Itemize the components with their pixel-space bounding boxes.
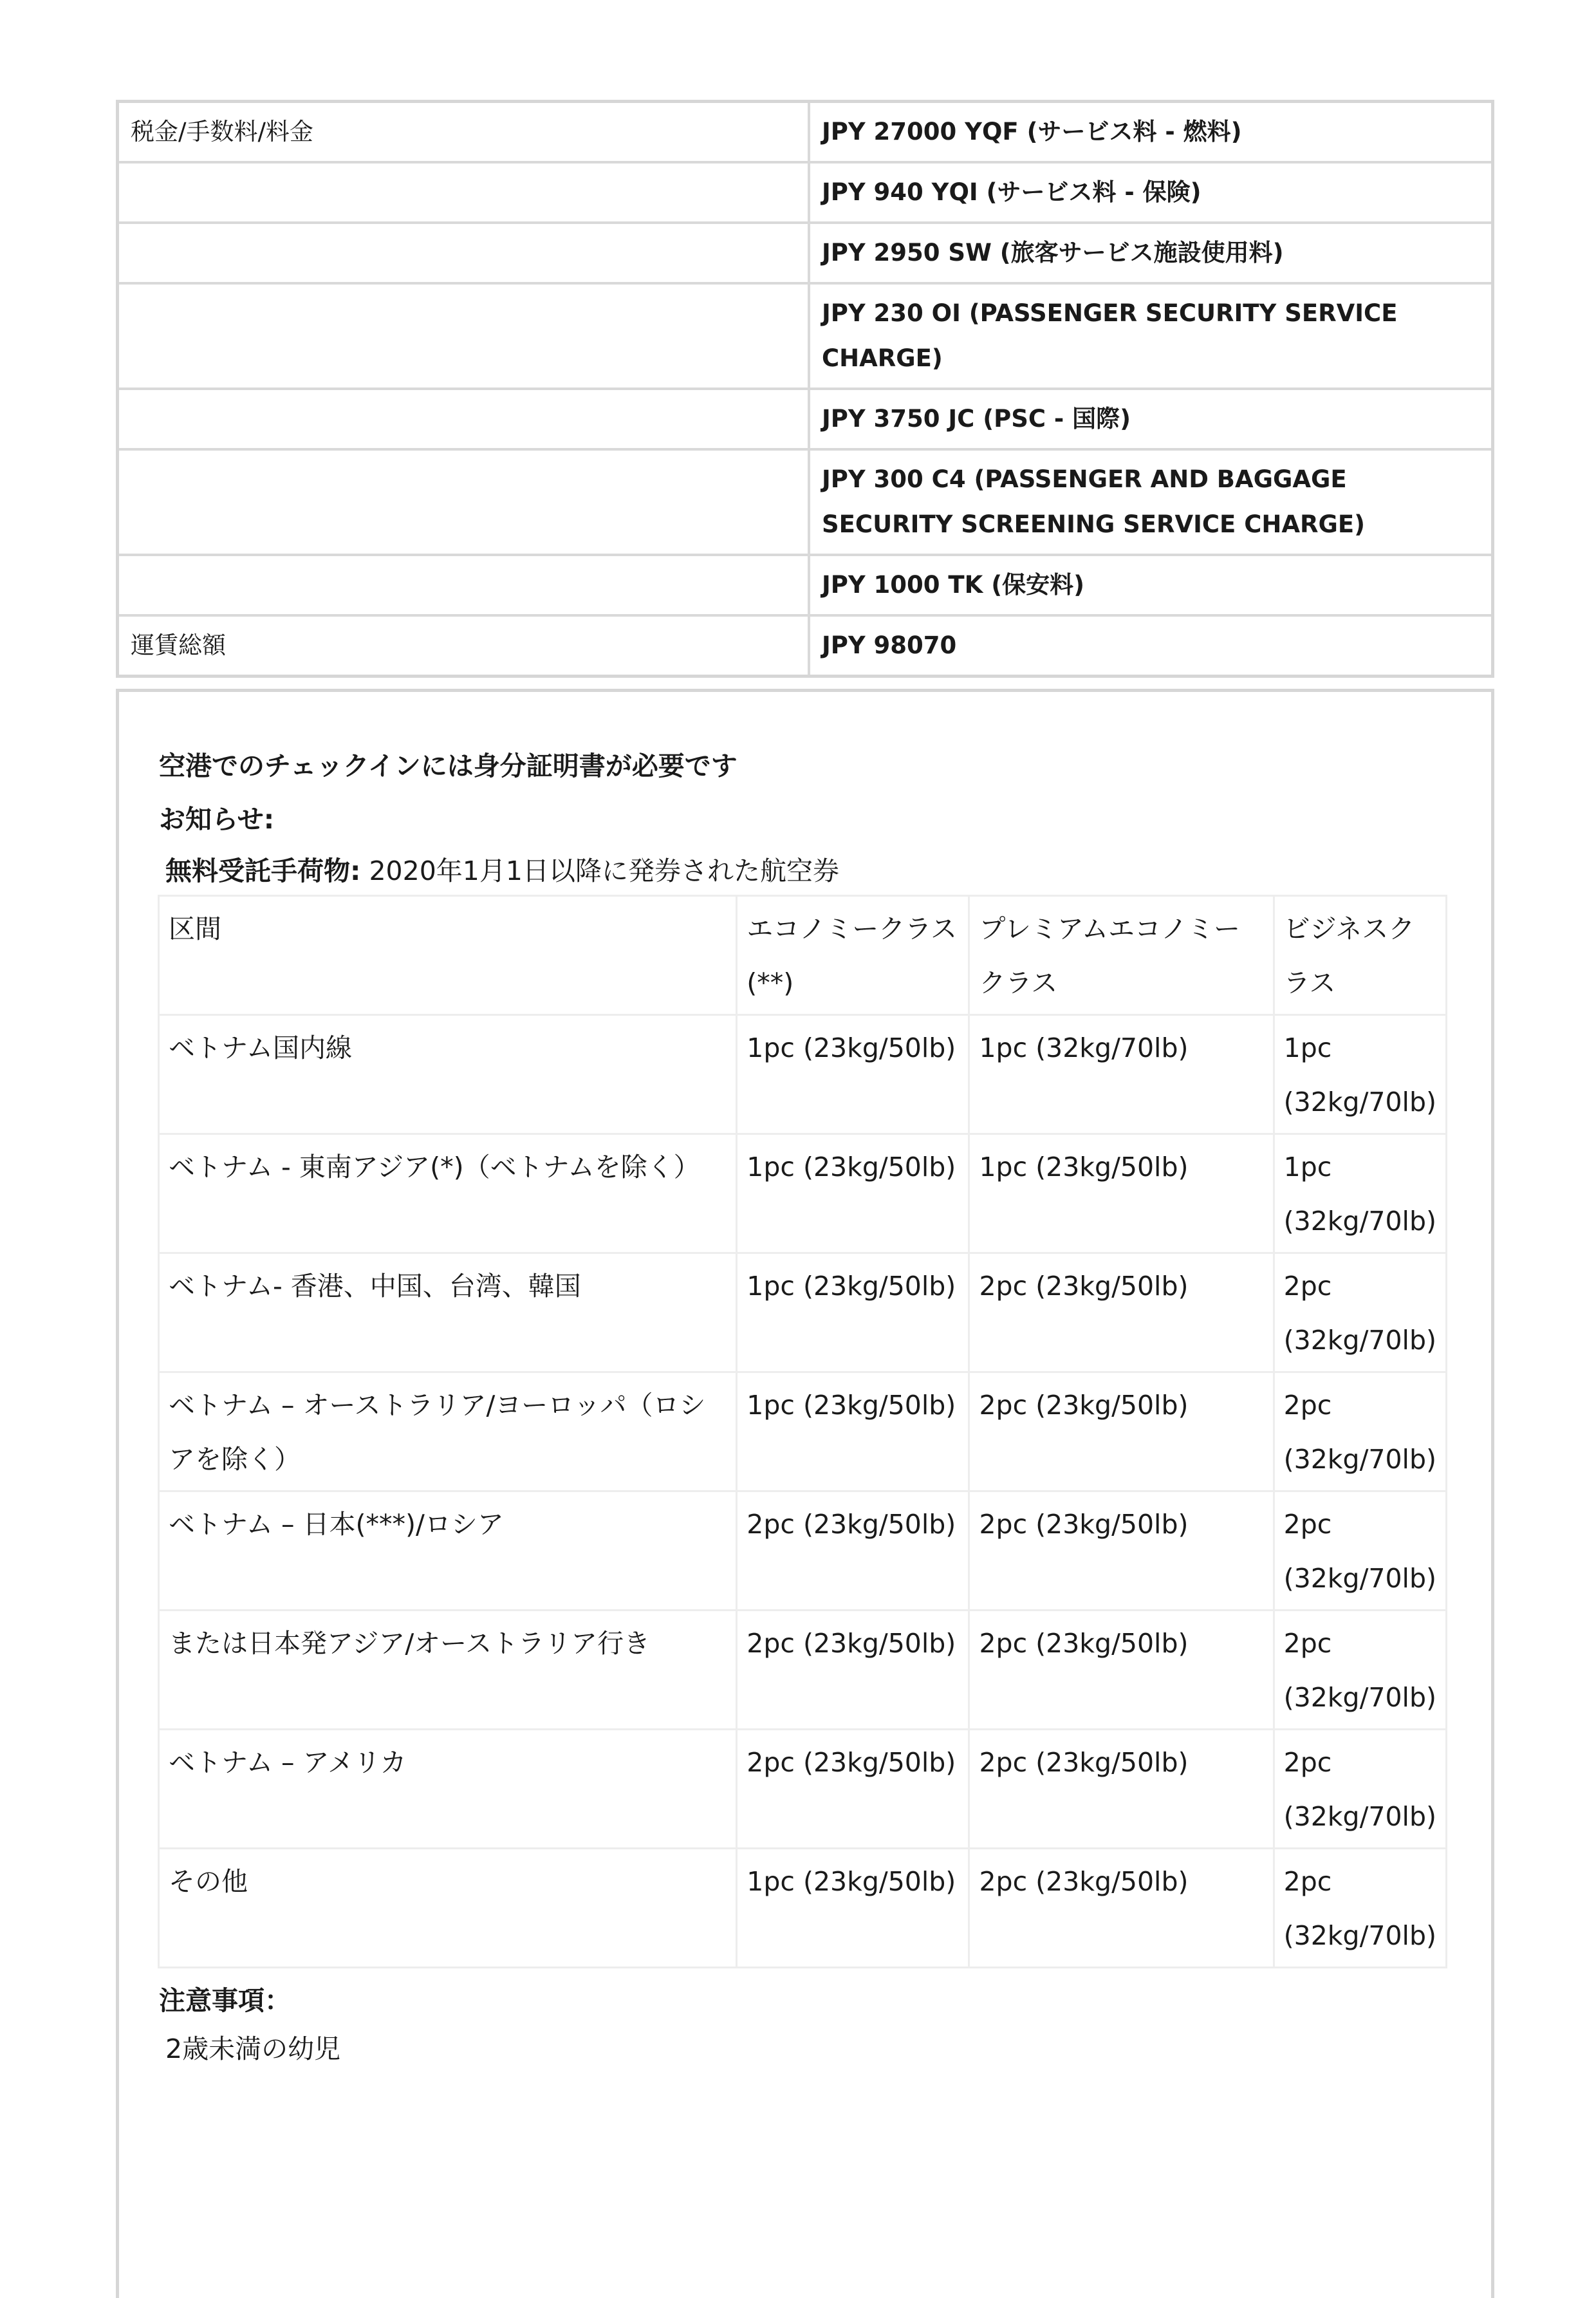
- fare-value-cell: JPY 300 C4 (PASSENGER AND BAGGAGE SECURITY SCREENING SERVICE CHARGE): [809, 449, 1493, 555]
- baggage-cell: 2pc (23kg/50lb): [737, 1491, 969, 1611]
- fare-row: [118, 102, 1493, 163]
- fare-value-cell: JPY 98070: [809, 615, 1493, 677]
- baggage-table: [158, 895, 1447, 1968]
- baggage-cell: 2pc (23kg/50lb): [969, 1611, 1274, 1730]
- baggage-row: [159, 1730, 1447, 1849]
- baggage-cell: 1pc (23kg/50lb): [737, 1372, 969, 1491]
- notice-label: お知らせ:: [159, 804, 275, 835]
- baggage-cell: その他: [159, 1849, 737, 1968]
- baggage-cell: 1pc (23kg/50lb): [737, 1253, 969, 1372]
- fare-row: [118, 223, 1493, 283]
- baggage-header-cell: ビジネスクラス: [1274, 896, 1446, 1015]
- baggage-cell: ベトナム – アメリカ: [159, 1730, 737, 1849]
- fare-row: [118, 283, 1493, 389]
- baggage-cell: 2pc (23kg/50lb): [969, 1372, 1274, 1491]
- fare-row: [118, 555, 1493, 615]
- baggage-cell: 1pc (32kg/70lb): [1274, 1015, 1446, 1134]
- baggage-cell: 2pc (32kg/70lb): [1274, 1730, 1446, 1849]
- baggage-cell: 2pc (23kg/50lb): [737, 1730, 969, 1849]
- baggage-header-cell: プレミアムエコノミークラス: [969, 896, 1274, 1015]
- baggage-row: [159, 1015, 1447, 1134]
- fare-value-cell: JPY 940 YQI (サービス料 - 保険): [809, 162, 1493, 223]
- fare-label-cell: [118, 283, 810, 389]
- fare-label-cell: [118, 389, 810, 449]
- baggage-header-row: [159, 896, 1447, 1015]
- baggage-row: [159, 1611, 1447, 1730]
- baggage-cell: 2pc (32kg/70lb): [1274, 1491, 1446, 1611]
- baggage-cell: 2pc (23kg/50lb): [969, 1253, 1274, 1372]
- baggage-row: [159, 1134, 1447, 1253]
- baggage-cell: 1pc (23kg/50lb): [969, 1134, 1274, 1253]
- fare-row: [118, 449, 1493, 555]
- fare-value-cell: JPY 230 OI (PASSENGER SECURITY SERVICE CHARGE): [809, 283, 1493, 389]
- baggage-cell: 2pc (32kg/70lb): [1274, 1372, 1446, 1491]
- info-box: [116, 689, 1494, 2298]
- baggage-cell: ベトナム – 日本(***)/ロシア: [159, 1491, 737, 1611]
- fare-value-cell: JPY 3750 JC (PSC - 国際): [809, 389, 1493, 449]
- baggage-table-body: [159, 896, 1447, 1968]
- baggage-cell: 1pc (32kg/70lb): [969, 1015, 1274, 1134]
- baggage-row: [159, 1849, 1447, 1968]
- baggage-cell: 2pc (32kg/70lb): [1274, 1849, 1446, 1968]
- baggage-cell: 1pc (23kg/50lb): [737, 1134, 969, 1253]
- fare-label-cell: [118, 223, 810, 283]
- baggage-cell: 2pc (32kg/70lb): [1274, 1253, 1446, 1372]
- fare-table: [116, 100, 1494, 678]
- baggage-cell: 1pc (32kg/70lb): [1274, 1134, 1446, 1253]
- baggage-cell: 2pc (23kg/50lb): [737, 1611, 969, 1730]
- free-baggage-subtitle: 2020年1月1日以降に発券された航空券: [360, 855, 839, 886]
- baggage-cell: 1pc (23kg/50lb): [737, 1849, 969, 1968]
- fare-row: [118, 615, 1493, 677]
- baggage-header-cell: 区間: [159, 896, 737, 1015]
- cautions-label: 注意事項：: [159, 1985, 291, 2016]
- fare-value-cell: JPY 27000 YQF (サービス料 - 燃料): [809, 102, 1493, 163]
- id-required-notice: 空港でのチェックインには身分証明書が必要です: [159, 751, 738, 781]
- baggage-row: [159, 1253, 1447, 1372]
- baggage-cell: 1pc (23kg/50lb): [737, 1015, 969, 1134]
- fare-value-cell: JPY 1000 TK (保安料): [809, 555, 1493, 615]
- baggage-cell: 2pc (32kg/70lb): [1274, 1611, 1446, 1730]
- free-baggage-title: 無料受託手荷物:: [165, 855, 361, 886]
- fare-value-cell: JPY 2950 SW (旅客サービス施設使用料): [809, 223, 1493, 283]
- baggage-row: [159, 1372, 1447, 1491]
- baggage-cell: 2pc (23kg/50lb): [969, 1849, 1274, 1968]
- fare-label-cell: 運賃総額: [118, 615, 810, 677]
- baggage-row: [159, 1491, 1447, 1611]
- fare-label-cell: [118, 162, 810, 223]
- baggage-cell: 2pc (23kg/50lb): [969, 1730, 1274, 1849]
- free-baggage-line: [165, 850, 839, 888]
- baggage-cell: ベトナム - 東南アジア(*)（ベトナムを除く）: [159, 1134, 737, 1253]
- fare-label-cell: 税金/手数料/料金: [118, 102, 810, 163]
- baggage-cell: 2pc (23kg/50lb): [969, 1491, 1274, 1611]
- baggage-cell: ベトナム – オーストラリア/ヨーロッパ（ロシアを除く）: [159, 1372, 737, 1491]
- fare-row: [118, 162, 1493, 223]
- fare-row: [118, 389, 1493, 449]
- infant-line: 2歳未満の幼児: [165, 2033, 341, 2064]
- baggage-cell: または日本発アジア/オーストラリア行き: [159, 1611, 737, 1730]
- baggage-header-cell: エコノミークラス (**): [737, 896, 969, 1015]
- fare-label-cell: [118, 555, 810, 615]
- baggage-cell: ベトナム- 香港、中国、台湾、韓国: [159, 1253, 737, 1372]
- fare-table-body: [118, 102, 1493, 677]
- fare-label-cell: [118, 449, 810, 555]
- baggage-cell: ベトナム国内線: [159, 1015, 737, 1134]
